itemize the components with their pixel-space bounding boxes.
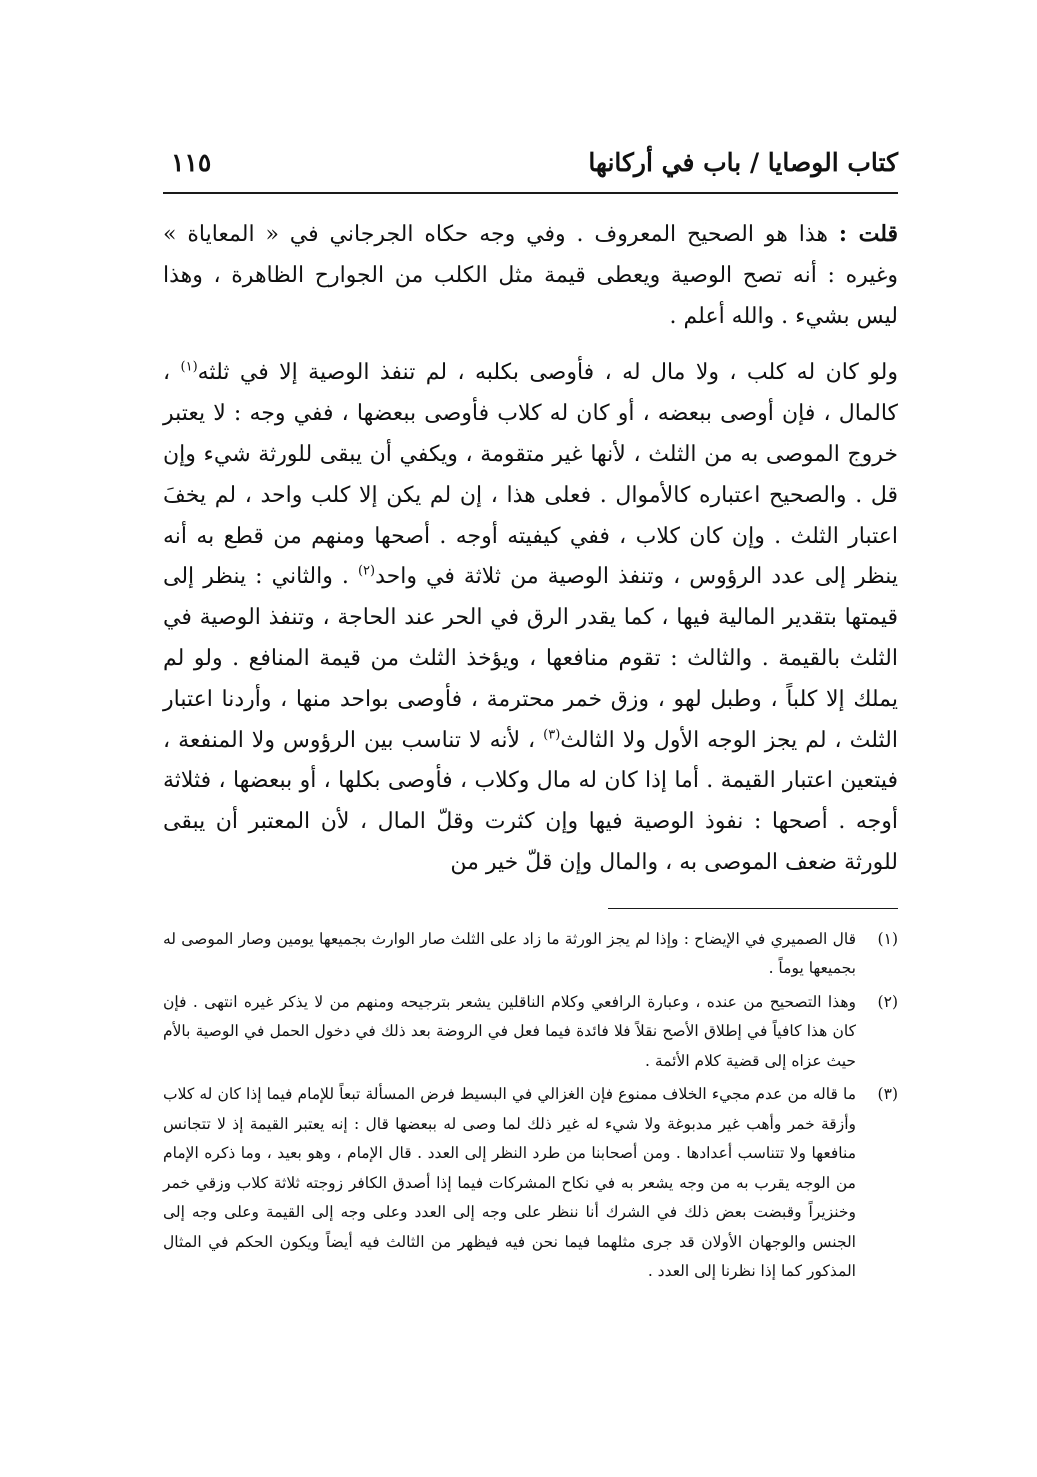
footnote-3 (163, 1080, 898, 1287)
footnote-1 (163, 925, 898, 984)
paragraph-2 (163, 353, 898, 883)
footnotes (163, 925, 898, 1287)
footnote-separator (608, 908, 898, 909)
footnote-ref-2: (٢) (357, 564, 376, 580)
running-header (163, 140, 898, 194)
main-text (163, 214, 898, 884)
footnote-text: قال الصميري في الإيضاح : وإذا لم يجز الورثة ما زاد على الثلث صار الوارث بجميعها يومين وصار الموصى له بجميعها يوماً . (163, 929, 856, 978)
book-page (163, 140, 898, 1340)
footnote-ref-1: (١) (180, 360, 198, 376)
paragraph-2-part-b: ، كالمال ، فإن أوصى ببعضه ، أو كان له كلاب فأوصى ببعضها ، ففي وجه : لا يعتبر خروج الموصى به من الثلث ، لأنها غير متقومة ، ويكفي أن يبقى للورثة شيء وإن قل . والصحيح اعتباره كالأموال . فعلى هذا ، إن لم يكن إلا كلب واحد ، لم يخفَ اعتبار الثلث . وإن كان كلاب ، ففي كيفيته أوجه . أصحها ومنهم من قطع به أنه ينظر إلى عدد الرؤوس ، وتنفذ الوصية من ثلاثة في واحد (163, 360, 898, 590)
footnote-text: ما قاله من عدم مجيء الخلاف ممنوع فإن الغزالي في البسيط فرض المسألة تبعاً للإمام فيما إذا كان له كلاب وأزقة خمر وأهب غير مدبوغة ولا شيء له غير ذلك لما وصى له ببعضها قال : إنه يعتبر القيمة إذ لا تتجانس منافعها ولا تتناسب أعدادها . ومن أصحابنا من طرد النظر إلى العدد . قال الإمام ، وهو بعيد ، وما ذكره الإمام من الوجه يقرب به من وجه يشعر به في نكاح المشركات فيما إذا أصدق الكافر زوجته ثلاثة كلاب وزقي خمر وخنزيراً وقبضت بعض ذلك في الشرك أنا ننظر على وجه إلى العدد وعلى وجه إلى القيمة وعلى وجه إلى الجنس والوجهان الأولان قد جرى مثلهما فيما نحن فيه فيظهر من الثالث فيه أيضاً ويكون الحكم في المثال المذكور كما إذا نظرنا إلى العدد . (163, 1085, 856, 1281)
footnote-2 (163, 988, 898, 1077)
footnote-number: (١) (877, 929, 898, 948)
paragraph-2-part-d: ، لأنه لا تناسب بين الرؤوس ولا المنفعة ، فيتعين اعتبار القيمة . أما إذا كان له مال وكلاب ، فأوصى بكلها ، أو ببعضها ، فثلاثة أوجه . أصحها : نفوذ الوصية فيها وإن كثرت وقلّ المال ، لأن المعتبر أن يبقى للورثة ضعف الموصى به ، والمال وإن قلّ خير من (163, 727, 898, 875)
footnote-ref-3: (٣) (543, 727, 561, 743)
paragraph-1 (163, 214, 898, 337)
footnote-number: (٢) (877, 992, 898, 1011)
footnote-number: (٣) (877, 1085, 898, 1104)
footnote-text: وهذا التصحيح من عنده ، وعبارة الرافعي وكلام الناقلين يشعر بترجيحه ومنهم من لا يذكر غيره انتهى . فإن كان هذا كافياً في إطلاق الأصح نقلاً فلا فائدة فيما فعل في الروضة بعد ذلك في دخول الحمل في الوصية بالأم حيث عزاه إلى قضية كلام الأئمة . (163, 992, 856, 1070)
paragraph-2-part-a: ولو كان له كلب ، ولا مال له ، فأوصى بكلبه ، لم تنفذ الوصية إلا في ثلثه (197, 360, 898, 386)
paragraph-2-part-c: . والثاني : ينظر إلى قيمتها بتقدير المالية فيها ، كما يقدر الرق في الحر عند الحاجة ، وتنفذ الوصية في الثلث بالقيمة . والثالث : تقوم منافعها ، ويؤخذ الثلث من قيمة المنافع . ولو لم يملك إلا كلباً ، وطبل لهو ، وزق خمر محترمة ، فأوصى بواحد منها ، وأردنا اعتبار الثلث ، لم يجز الوجه الأول ولا الثالث (163, 564, 898, 753)
paragraph-1-text: هذا هو الصحيح المعروف . وفي وجه حكاه الجرجاني في « المعاياة » وغيره : أنه تصح الوصية ويعطى قيمة مثل الكلب من الجوارح الظاهرة ، وهذا ليس بشيء . والله أعلم . (163, 222, 898, 329)
qult-label: قلت : (838, 221, 898, 247)
page-number: ١١٥ (171, 148, 212, 177)
chapter-title: كتاب الوصايا / باب في أركانها (588, 148, 898, 177)
